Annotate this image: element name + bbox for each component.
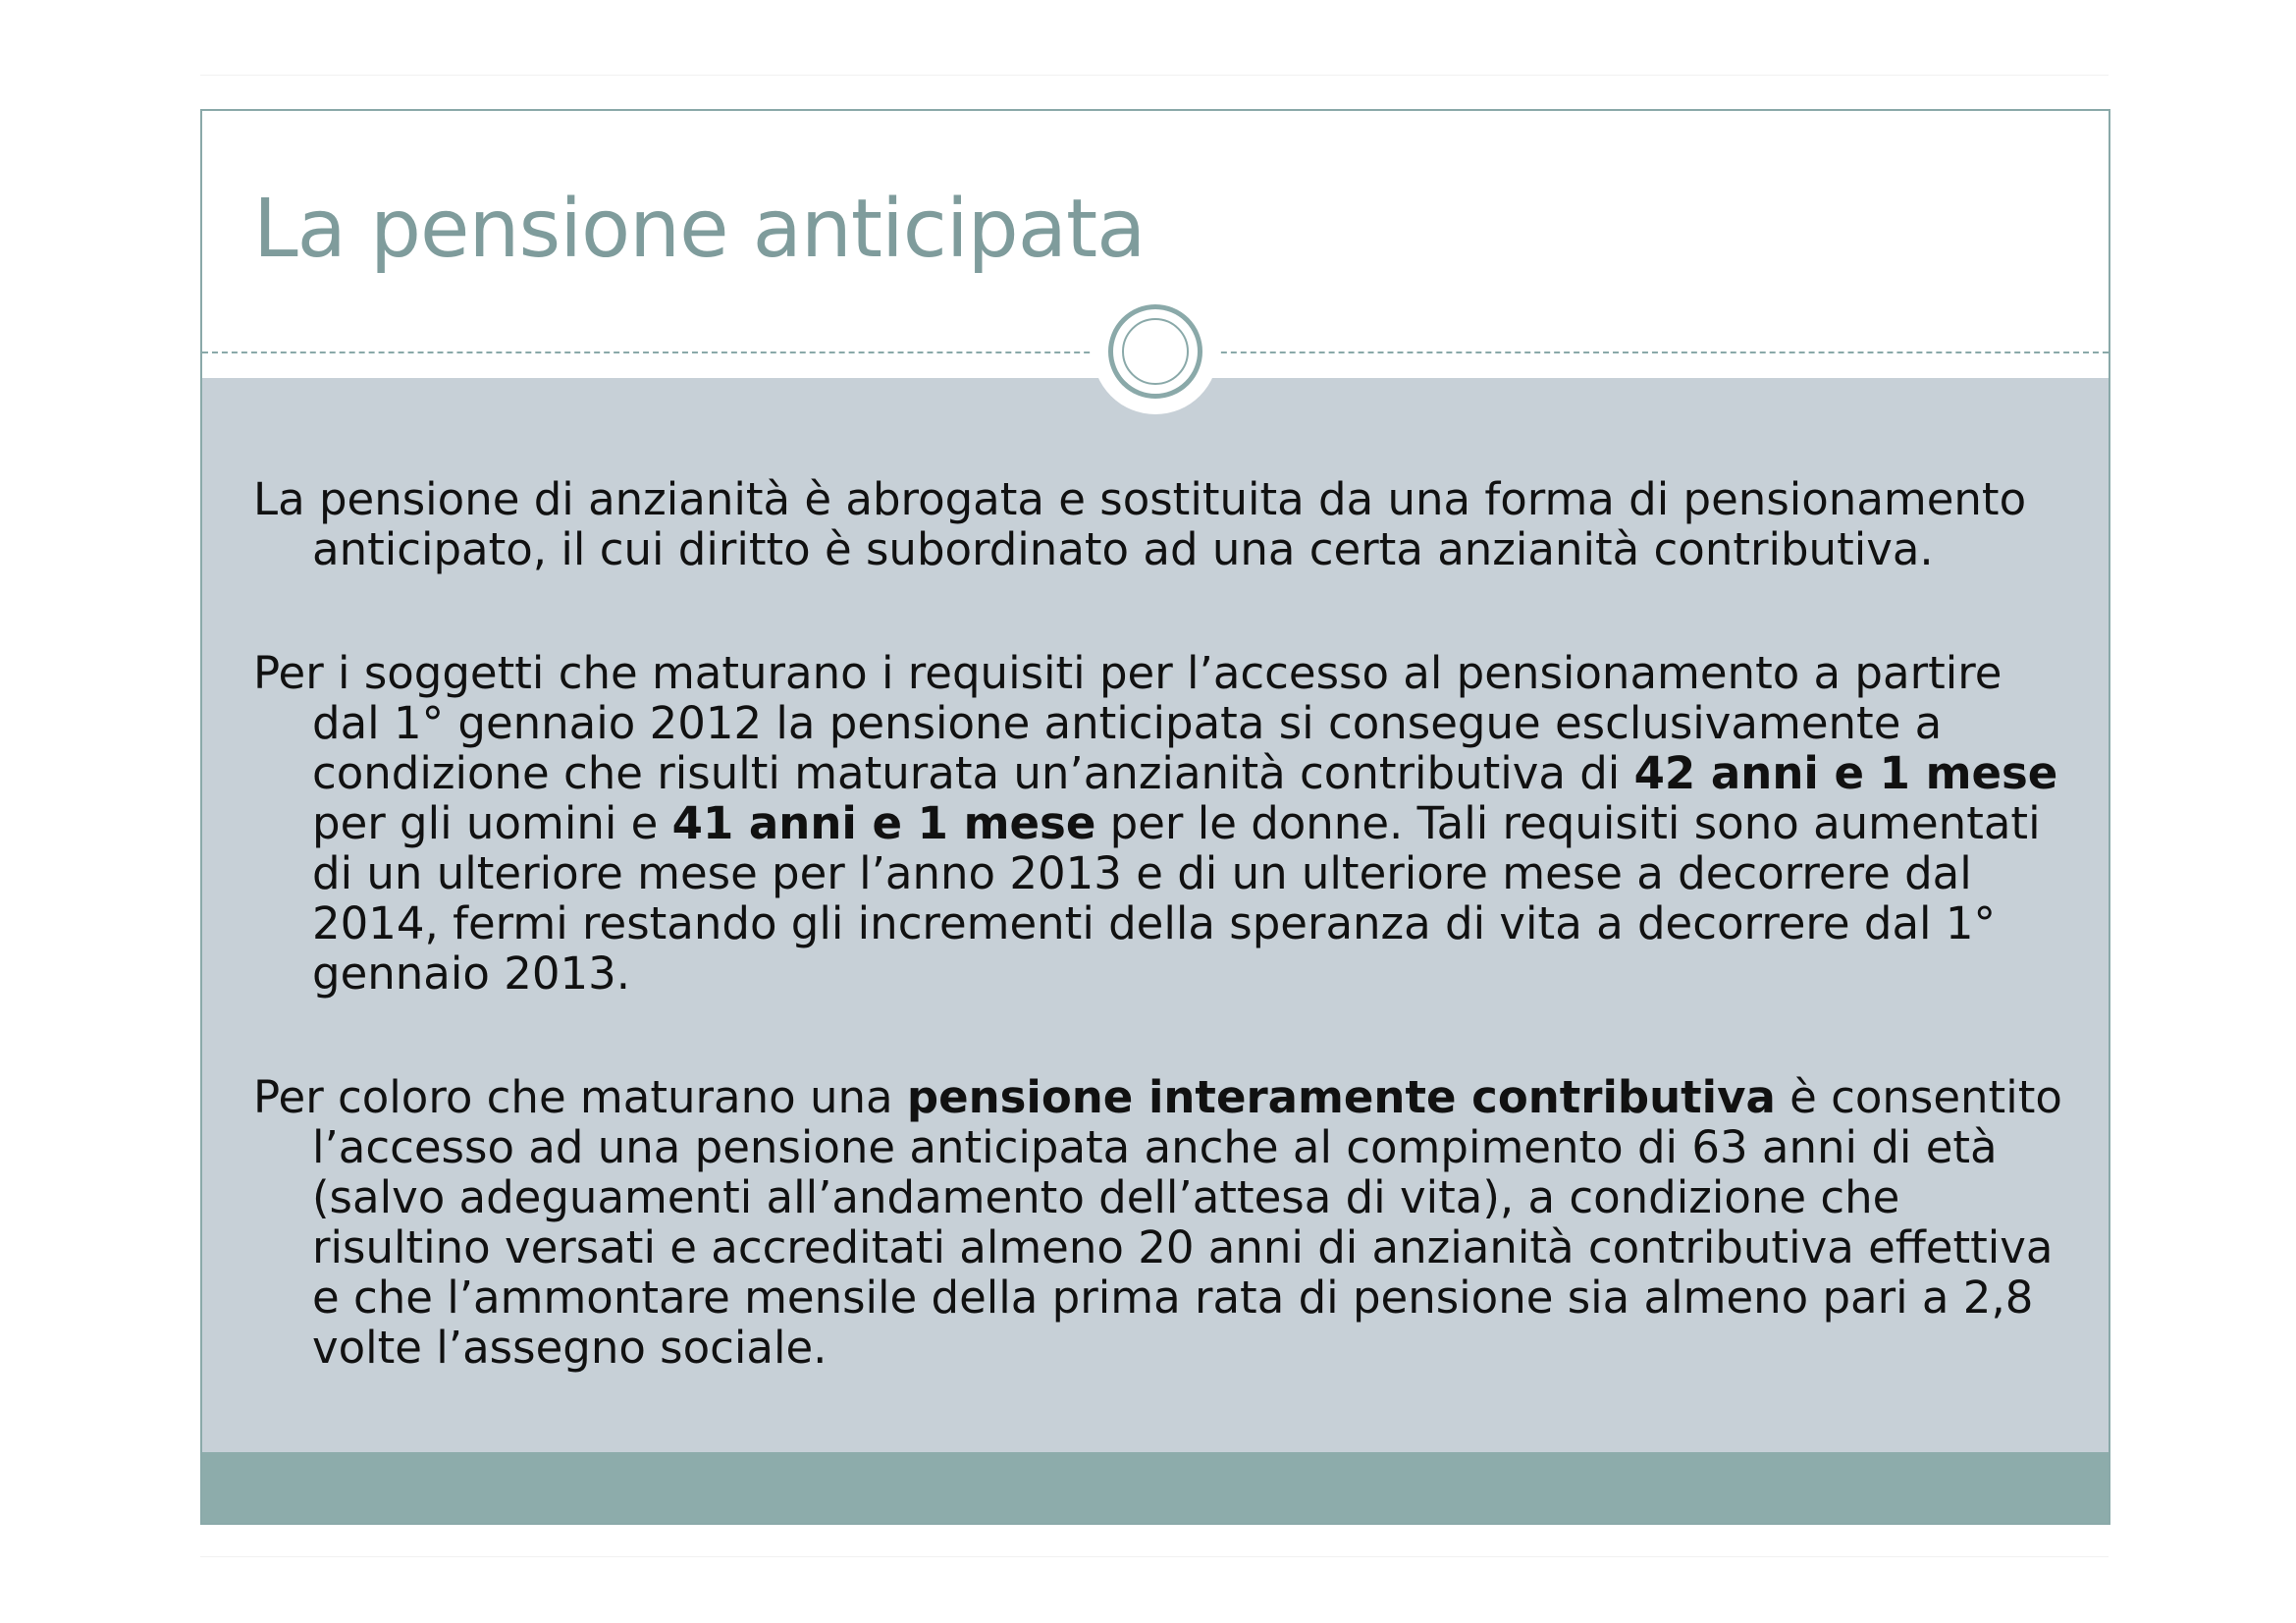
paragraph-text: per gli uomini e xyxy=(312,797,672,849)
paragraph-text: Per coloro che maturano una xyxy=(253,1071,907,1123)
paragraph-text: per le donne. Tali requisiti sono aumentati di un ulteriore mese per l’anno 2013 e di un ulteriore mese a decorrere dal 2014, fermi restando gli incrementi della speranza di vita a decorrere dal 1° gennaio 2013. xyxy=(312,797,2041,1000)
slide-content xyxy=(253,474,2069,1446)
highlight-women-requirement: 41 anni e 1 mese xyxy=(671,797,1096,849)
highlight-contributory-pension: pensione interamente contributiva xyxy=(906,1071,1776,1123)
page-top-guide xyxy=(200,75,2109,76)
slide xyxy=(200,109,2110,1525)
paragraph-text: Per i soggetti che maturano i requisiti per l’accesso al pensionamento a partire dal 1° gennaio 2012 la pensione anticipata si consegue esclusivamente a condizione che risulti maturata un’anzianità contributiva di xyxy=(253,647,2002,799)
paragraph-abrogation xyxy=(253,474,2069,574)
circle-ornament-icon xyxy=(1093,289,1218,414)
page-bottom-guide xyxy=(200,1556,2109,1557)
ornament-ring xyxy=(1108,304,1202,399)
paragraph-text: La pensione di anzianità è abrogata e sostituita da una forma di pensionamento anticipato, il cui diritto è subordinato ad una certa anzianità contributiva. xyxy=(253,473,2027,575)
slide-footer-band xyxy=(202,1452,2109,1523)
ornament-inner-ring xyxy=(1122,318,1189,385)
paragraph-requirements xyxy=(253,648,2069,999)
paragraph-contributory xyxy=(253,1072,2069,1373)
slide-title: La pensione anticipata xyxy=(253,183,1146,276)
paragraph-text: è consentito l’accesso ad una pensione anticipata anche al compimento di 63 anni di età (salvo adeguamenti all’andamento dell’attesa di vita), a condizione che risultino versati e accreditati almeno 20 anni di anzianità contributiva effettiva e che l’ammontare mensile della prima rata di pensione sia almeno pari a 2,8 volte l’assegno sociale. xyxy=(312,1071,2062,1374)
highlight-men-requirement: 42 anni e 1 mese xyxy=(1633,747,2058,799)
